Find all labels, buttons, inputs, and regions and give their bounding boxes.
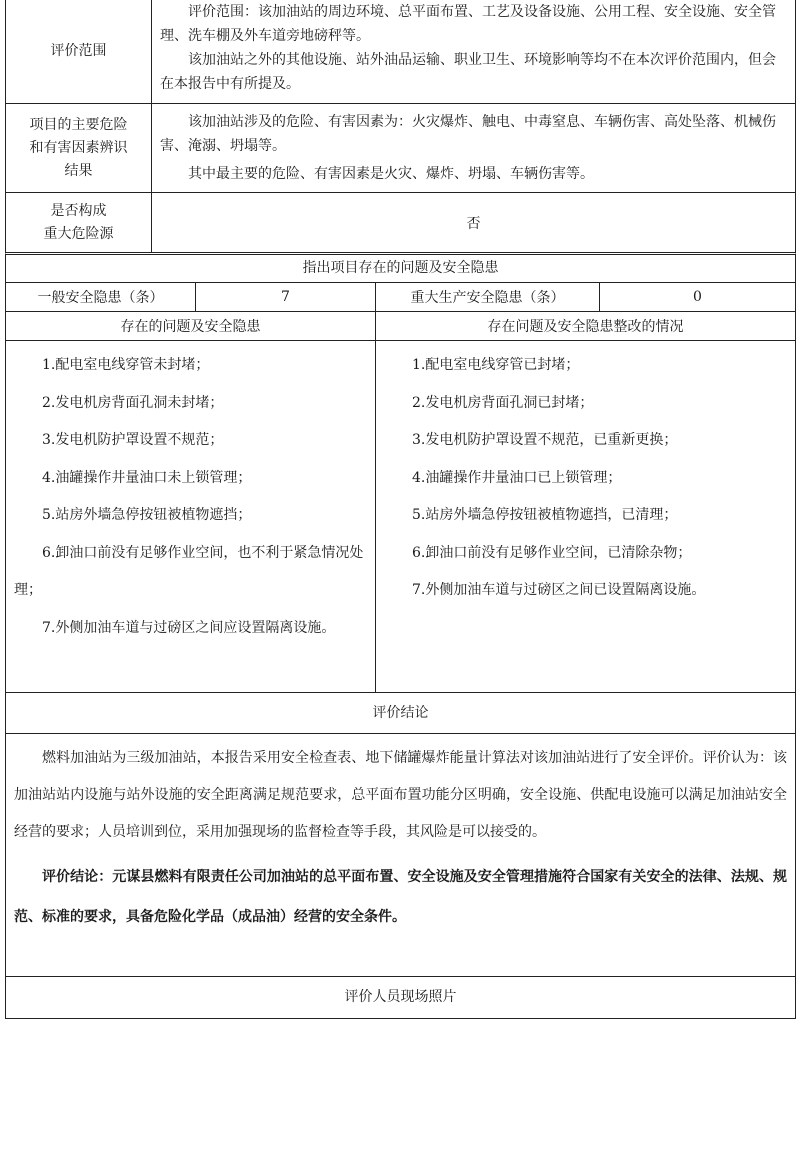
major-hazard-label — [6, 193, 152, 252]
hazards-label-line: 项目的主要危险 — [29, 116, 128, 133]
list-item: 6.卸油口前没有足够作业空间，也不利于紧急情况处理； — [14, 544, 364, 598]
issues-list — [6, 341, 376, 692]
scope-label-text: 评价范围 — [50, 43, 107, 59]
issues-column-header: 存在的问题及安全隐患 — [6, 312, 376, 340]
hazards-label-line: 和有害因素辨识 — [29, 139, 128, 156]
list-item: 7.外侧加油车道与过磅区之间应设置隔离设施。 — [42, 619, 336, 636]
list-item: 3.发电机防护罩设置不规范； — [42, 432, 224, 448]
list-item: 6.卸油口前没有足够作业空间，已清除杂物； — [412, 544, 692, 561]
major-hazard-count: 0 — [693, 289, 702, 305]
photos-header: 评价人员现场照片 — [344, 989, 457, 1005]
hazards-row — [5, 104, 796, 193]
photos-header-row — [5, 977, 796, 1019]
list-item: 5.站房外墙急停按钮被植物遮挡，已清理； — [412, 507, 678, 523]
major-hazard-value — [152, 193, 795, 252]
list-item: 1.配电室电线穿管未封堵； — [42, 357, 210, 373]
conclusion-bold-paragraph: 评价结论：元谋县燃料有限责任公司加油站的总平面布置、安全设施及安全管理措施符合国家有关安全的法律、法规、规范、标准的要求，具备危险化学品（成品油）经营的安全条件。 — [14, 869, 787, 925]
columns-header-row — [5, 312, 796, 341]
hazards-label-line: 结果 — [64, 162, 93, 179]
issues-header: 指出项目存在的问题及安全隐患 — [302, 260, 499, 276]
scope-content — [152, 0, 795, 103]
list-item: 2.发电机房背面孔洞已封堵； — [412, 394, 594, 411]
major-hazard-value-text: 否 — [466, 215, 481, 232]
list-item: 3.发电机防护罩设置不规范，已重新更换； — [412, 432, 678, 448]
hazards-paragraph: 其中最主要的危险、有害因素是火灾、爆炸、坍塌、车辆伤害等。 — [188, 166, 594, 182]
major-hazard-row — [5, 193, 796, 255]
scope-paragraph: 该加油站之外的其他设施、站外油品运输、职业卫生、环境影响等均不在本次评价范围内，但会在本报告中有所提及。 — [160, 52, 776, 92]
list-item: 4.油罐操作井量油口未上锁管理； — [42, 469, 252, 486]
scope-label — [6, 0, 152, 103]
major-hazard-label-line: 重大危险源 — [43, 225, 114, 242]
conclusion-body — [6, 734, 795, 976]
counts-row — [5, 283, 796, 312]
conclusion-header: 评价结论 — [372, 705, 429, 721]
major-hazard-count-label: 重大生产安全隐患（条） — [376, 283, 600, 311]
issues-list-row — [5, 341, 796, 693]
scope-paragraph: 评价范围：该加油站的周边环境、总平面布置、工艺及设备设施、公用工程、安全设施、安全管理、洗车棚及外车道旁地磅秤等。 — [160, 4, 776, 44]
list-item: 2.发电机房背面孔洞未封堵； — [42, 394, 224, 411]
hazards-paragraph: 该加油站涉及的危险、有害因素为：火灾爆炸、触电、中毒窒息、车辆伤害、高处坠落、机械伤害、淹溺、坍塌等。 — [160, 114, 776, 154]
rectifications-column-header: 存在问题及安全隐患整改的情况 — [487, 319, 684, 335]
list-item: 5.站房外墙急停按钮被植物遮挡； — [42, 507, 252, 523]
list-item: 7.外侧加油车道与过磅区之间已设置隔离设施。 — [412, 582, 706, 598]
general-hazard-count: 7 — [196, 283, 376, 311]
issues-header-row — [5, 255, 796, 283]
conclusion-row — [5, 734, 796, 977]
list-item: 1.配电室电线穿管已封堵； — [412, 357, 580, 373]
list-item: 4.油罐操作井量油口已上锁管理； — [412, 469, 622, 486]
major-hazard-label-line: 是否构成 — [50, 202, 107, 219]
conclusion-paragraph: 燃料加油站为三级加油站，本报告采用安全检查表、地下储罐爆炸能量计算法对该加油站进行了安全评价。评价认为：该加油站站内设施与站外设施的安全距离满足规范要求，总平面布置功能分区明确，安全设施、供配电设施可以满足加油站安全经营的要求；人员培训到位，采用加强现场的监督检查等手段，其风险是可以接受的。 — [14, 750, 787, 840]
hazards-label — [6, 104, 152, 192]
conclusion-header-row — [5, 693, 796, 734]
hazards-content — [152, 104, 795, 192]
evaluation-table — [5, 0, 796, 1019]
general-hazard-label: 一般安全隐患（条） — [6, 283, 196, 311]
scope-row — [5, 0, 796, 104]
rectifications-list — [376, 341, 795, 692]
